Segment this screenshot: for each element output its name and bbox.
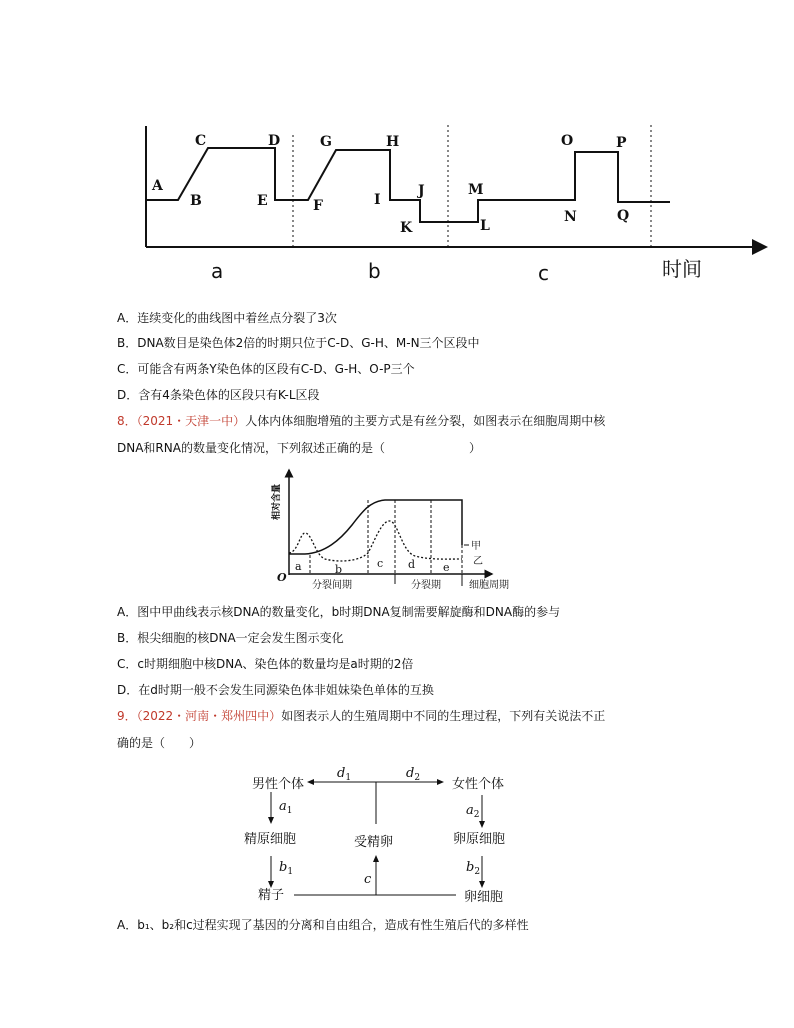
point-label: B — [190, 193, 202, 209]
x-axis-label: 细胞周期 — [469, 580, 509, 591]
point-label: G — [320, 134, 332, 150]
label-a2: $a_2$ — [466, 803, 480, 820]
label-b2: $b_2$ — [466, 860, 481, 877]
point-label: F — [313, 198, 323, 214]
stage-label: 分裂期 — [411, 580, 441, 591]
q7-option-c: C．可能含有两条Y染色体的区段有C-D、G-H、O-P三个 — [117, 362, 415, 376]
period-label: a — [295, 560, 302, 573]
point-label: J — [418, 183, 425, 199]
point-label: E — [257, 193, 268, 209]
stage-label: 分裂间期 — [312, 580, 352, 591]
node-spermatogonium: 精原细胞 — [244, 832, 297, 847]
period-label: d — [408, 558, 416, 571]
point-label: P — [616, 135, 627, 151]
curve — [146, 148, 670, 222]
node-sperm: 精子 — [258, 888, 285, 903]
q9-stem-2: 确的是（ ） — [117, 736, 202, 750]
point-label: A — [152, 178, 163, 194]
node-zygote: 受精卵 — [354, 835, 394, 850]
q8-stem-2: DNA和RNA的数量变化情况，下列叙述正确的是（ ） — [117, 441, 481, 455]
q8-option-c: C．c时期细胞中核DNA、染色体的数量均是a时期的2倍 — [117, 657, 414, 671]
label-d2: $d_2$ — [406, 766, 421, 783]
q8-option-d: D．在d时期一般不会发生同源染色体非姐妹染色单体的互换 — [117, 683, 434, 697]
q7-option-d: D．含有4条染色体的区段只有K-L区段 — [117, 388, 320, 402]
point-label: C — [195, 133, 207, 149]
period-label: e — [443, 561, 450, 574]
period-label: c — [377, 557, 384, 570]
y-axis-label: 相对含量 — [272, 483, 282, 520]
point-label: K — [400, 220, 413, 236]
q7-option-b: B．DNA数目是染色体2倍的时期只位于C-D、G-H、M-N三个区段中 — [117, 336, 480, 350]
phase-label: a — [211, 259, 224, 283]
chromosome-curve-figure — [0, 0, 794, 300]
label-d1: $d_1$ — [337, 766, 352, 783]
phase-label: c — [538, 261, 549, 285]
q8-option-a: A．图中甲曲线表示核DNA的数量变化，b时期DNA复制需要解旋酶和DNA酶的参与 — [117, 605, 561, 619]
point-label: L — [480, 218, 490, 234]
curve-jia — [289, 500, 462, 554]
label-b1: $b_1$ — [279, 860, 294, 877]
q8-stem-text: 人体内体细胞增殖的主要方式是有丝分裂，如图表示在细胞周期中核 — [245, 414, 606, 428]
point-label: D — [268, 133, 281, 149]
label-c: c — [364, 872, 372, 887]
phase-label: b — [368, 259, 381, 283]
origin-label: O — [277, 571, 287, 584]
node-female: 女性个体 — [452, 777, 505, 792]
q9-option-a: A．b₁、b₂和c过程实现了基因的分离和自由组合，造成有性生殖后代的多样性 — [117, 918, 529, 932]
q9-source: 9．（2022・河南・郑州四中） — [117, 709, 282, 723]
point-label: N — [564, 209, 577, 225]
curve-yi — [289, 521, 462, 561]
point-label: I — [374, 192, 381, 208]
q9-stem-text: 如图表示人的生殖周期中不同的生理过程，下列有关说法不正 — [281, 709, 606, 723]
q9-stem — [117, 708, 605, 724]
point-label: Q — [617, 208, 630, 224]
period-label: b — [335, 563, 343, 576]
point-label: H — [386, 134, 400, 150]
series-label-jia: 甲 — [471, 541, 481, 552]
series-label-yi: 乙 — [473, 556, 483, 567]
q8-source: 8．（2021・天津一中） — [117, 414, 246, 428]
q8-option-b: B．根尖细胞的核DNA一定会发生图示变化 — [117, 631, 344, 645]
q7-option-a: A．连续变化的曲线图中着丝点分裂了3次 — [117, 311, 337, 325]
q8-stem — [117, 413, 605, 429]
point-label: M — [468, 182, 484, 198]
node-oogonium: 卵原细胞 — [453, 832, 506, 847]
node-male: 男性个体 — [252, 777, 305, 792]
label-a1: $a_1$ — [279, 799, 293, 816]
node-egg: 卵细胞 — [464, 890, 504, 905]
x-axis-label: 时间 — [662, 257, 702, 281]
point-label: O — [561, 133, 574, 149]
